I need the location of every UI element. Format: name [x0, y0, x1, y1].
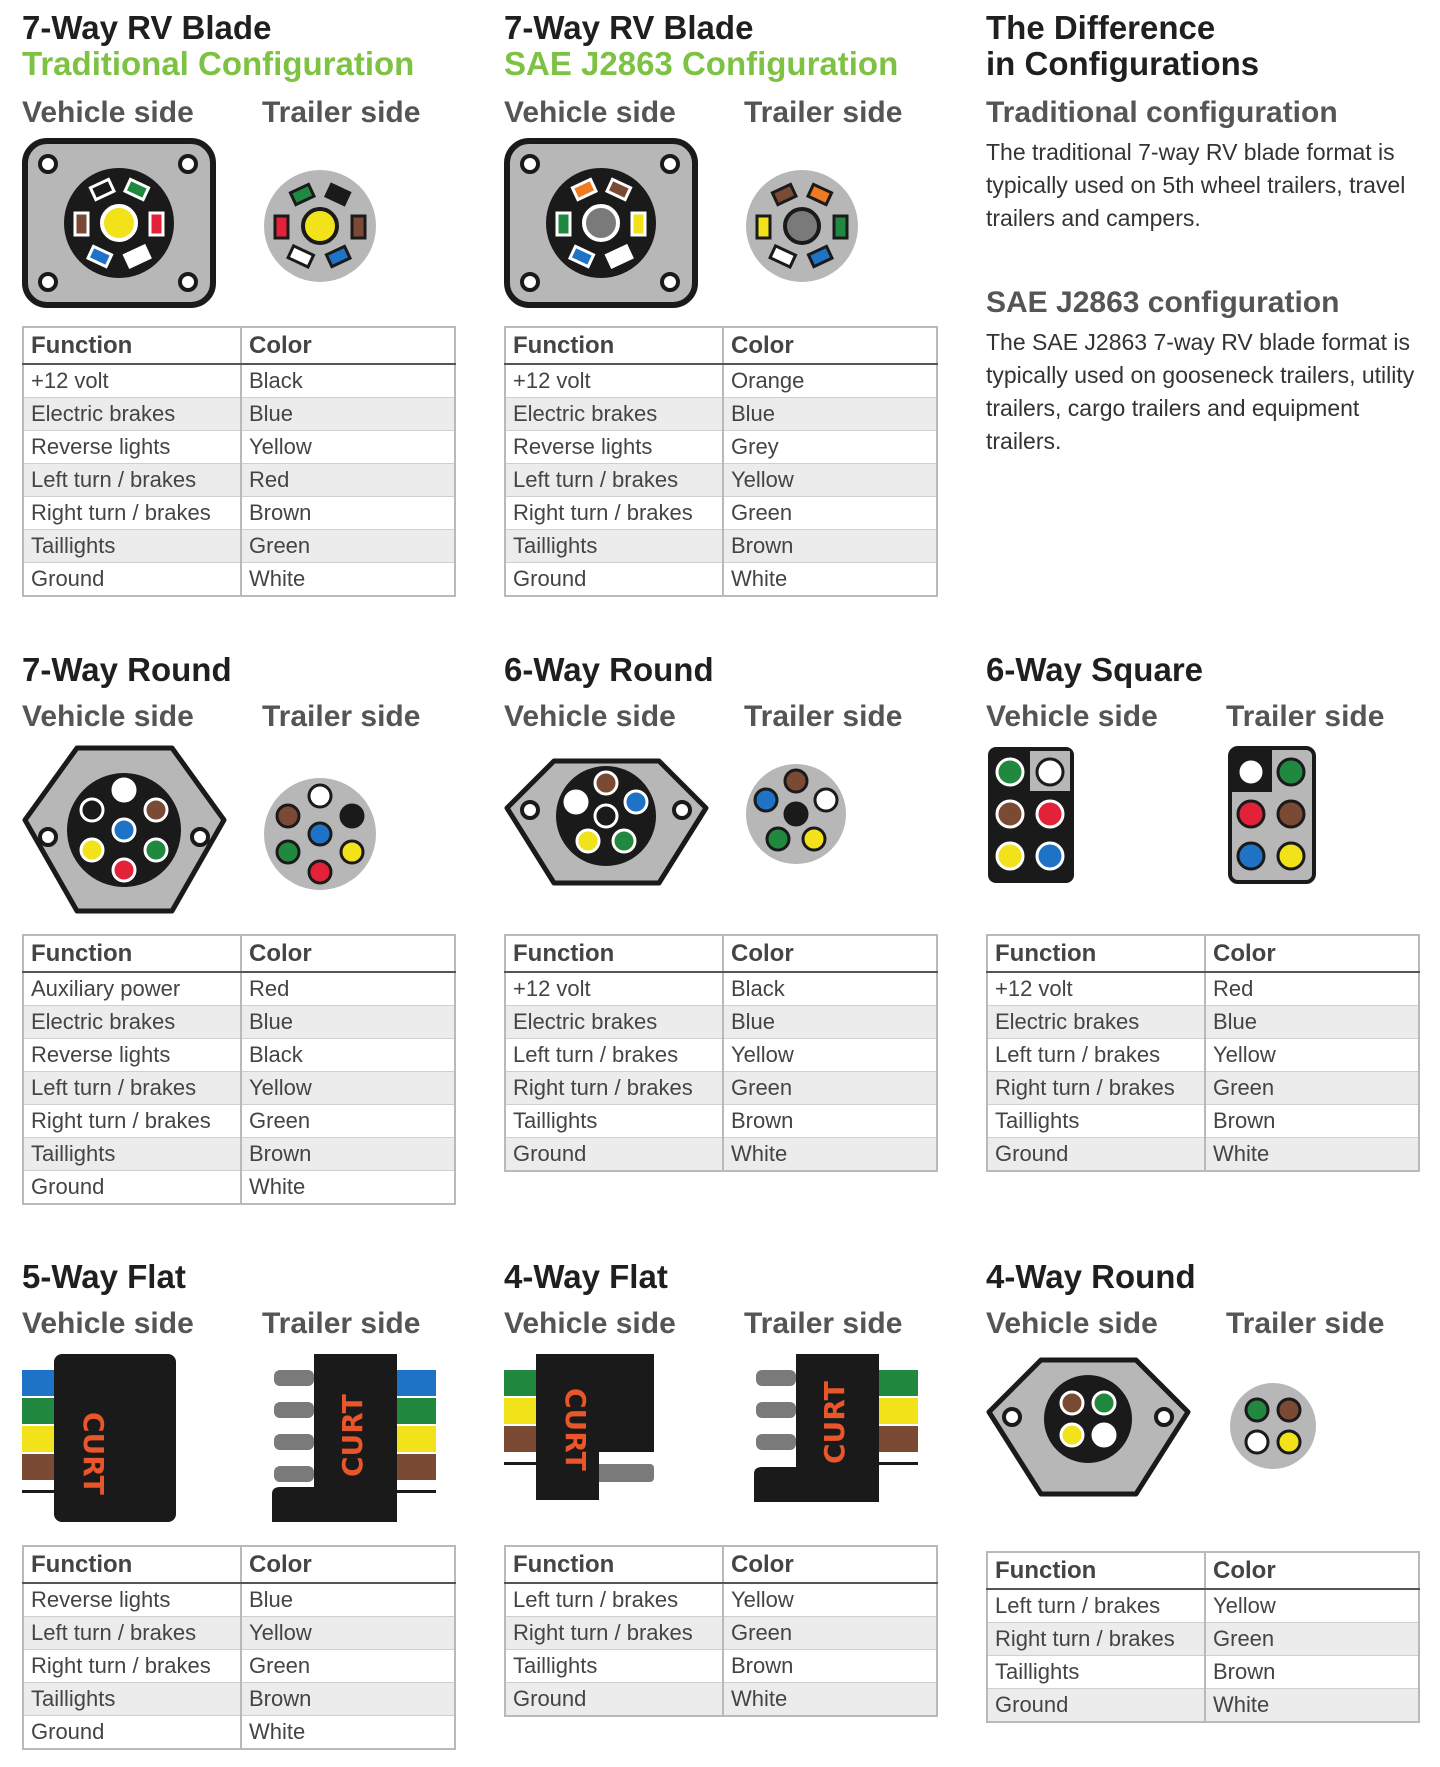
rv-blade-sae-trailer-connector — [744, 168, 860, 284]
6way-square-vehicle-connector — [986, 745, 1076, 885]
table-row — [987, 1656, 1419, 1689]
vehicle-side-label: Vehicle side — [986, 700, 1158, 733]
function-header: Function — [23, 327, 241, 364]
table-row — [505, 530, 937, 563]
color-cell: Blue — [241, 398, 455, 431]
table-row — [505, 1072, 937, 1105]
4way-round-vehicle-connector — [986, 1357, 1192, 1497]
function-cell: Right turn / brakes — [987, 1072, 1205, 1105]
color-cell: Brown — [723, 1650, 937, 1683]
wiring-table — [504, 934, 938, 1172]
function-cell: Ground — [505, 1138, 723, 1172]
table-row — [987, 1589, 1419, 1623]
function-cell: Reverse lights — [23, 1583, 241, 1617]
section-7way-round — [22, 650, 462, 1210]
5way-flat-vehicle-connector — [22, 1352, 182, 1522]
table-row — [505, 1039, 937, 1072]
section-7way-rv-sae — [504, 8, 944, 608]
function-cell: Electric brakes — [505, 1006, 723, 1039]
section-6way-round — [504, 650, 944, 1166]
color-cell: Blue — [723, 1006, 937, 1039]
color-cell: Green — [723, 497, 937, 530]
function-cell: Left turn / brakes — [505, 1039, 723, 1072]
table-row — [987, 1689, 1419, 1723]
function-cell: Ground — [987, 1689, 1205, 1723]
rv-blade-sae-vehicle-connector — [504, 138, 704, 314]
table-row — [23, 1105, 455, 1138]
function-cell: Ground — [23, 1716, 241, 1750]
function-cell: Reverse lights — [23, 431, 241, 464]
color-cell: Brown — [241, 1138, 455, 1171]
4way-flat-vehicle-connector — [504, 1352, 664, 1502]
color-header: Color — [241, 327, 455, 364]
color-cell: White — [1205, 1689, 1419, 1723]
brand-logo: CURT — [77, 1412, 110, 1495]
function-cell: Ground — [987, 1138, 1205, 1172]
table-row — [23, 1072, 455, 1105]
table-row — [505, 1617, 937, 1650]
function-cell: Taillights — [23, 530, 241, 563]
function-header: Function — [23, 935, 241, 972]
brand-logo: CURT — [559, 1388, 592, 1471]
section-title: 4-Way Flat — [504, 1258, 668, 1295]
function-cell: Left turn / brakes — [23, 1617, 241, 1650]
function-cell: Right turn / brakes — [23, 497, 241, 530]
function-header: Function — [987, 1552, 1205, 1589]
table-row — [987, 1138, 1419, 1172]
color-header: Color — [241, 1546, 455, 1583]
color-cell: Black — [241, 364, 455, 398]
color-header: Color — [241, 935, 455, 972]
vehicle-side-label: Vehicle side — [22, 700, 194, 733]
trailer-side-label: Trailer side — [744, 700, 903, 733]
function-cell: Right turn / brakes — [23, 1650, 241, 1683]
4way-round-trailer-connector — [1228, 1381, 1318, 1471]
color-cell: Brown — [723, 530, 937, 563]
function-cell: Taillights — [505, 530, 723, 563]
section-title: 7-Way RV Blade — [504, 9, 754, 46]
trailer-side-label: Trailer side — [744, 1307, 903, 1340]
color-cell: White — [241, 1171, 455, 1205]
section-title: 7-Way RV Blade — [22, 9, 272, 46]
function-cell: Left turn / brakes — [987, 1039, 1205, 1072]
function-cell: +12 volt — [23, 364, 241, 398]
section-title: 5-Way Flat — [22, 1258, 186, 1295]
function-header: Function — [505, 935, 723, 972]
color-cell: Green — [241, 1650, 455, 1683]
function-cell: Taillights — [987, 1656, 1205, 1689]
color-header: Color — [1205, 935, 1419, 972]
color-cell: Brown — [723, 1105, 937, 1138]
table-row — [23, 530, 455, 563]
sae-description: The SAE J2863 7-way RV blade format is typically used on gooseneck trailers, utility trailers, cargo trailers and equipment trailers. — [986, 329, 1415, 454]
color-cell: Brown — [1205, 1105, 1419, 1138]
function-cell: Left turn / brakes — [505, 464, 723, 497]
table-header-row — [23, 327, 455, 364]
5way-flat-trailer-connector — [262, 1352, 442, 1522]
table-row — [987, 1105, 1419, 1138]
brand-logo: CURT — [818, 1381, 851, 1464]
brand-logo: CURT — [336, 1394, 369, 1477]
sae-heading: SAE J2863 configuration — [986, 286, 1340, 319]
function-cell: Right turn / brakes — [987, 1623, 1205, 1656]
function-cell: Right turn / brakes — [23, 1105, 241, 1138]
vehicle-side-label: Vehicle side — [986, 1307, 1158, 1340]
4way-flat-trailer-connector — [744, 1352, 924, 1502]
table-row — [505, 398, 937, 431]
wiring-table — [22, 326, 456, 597]
section-title-line2: in Configurations — [986, 45, 1260, 82]
table-row — [505, 464, 937, 497]
table-row — [987, 1623, 1419, 1656]
vehicle-side-label: Vehicle side — [22, 96, 194, 129]
section-title-line1: The Difference — [986, 9, 1216, 46]
table-row — [23, 1138, 455, 1171]
function-cell: Reverse lights — [23, 1039, 241, 1072]
color-cell: Grey — [723, 431, 937, 464]
function-cell: Ground — [23, 1171, 241, 1205]
section-title: 4-Way Round — [986, 1258, 1196, 1295]
table-row — [23, 364, 455, 398]
color-cell: Brown — [1205, 1656, 1419, 1689]
function-cell: Right turn / brakes — [505, 497, 723, 530]
function-header: Function — [505, 1546, 723, 1583]
vehicle-side-label: Vehicle side — [504, 96, 676, 129]
wiring-table — [22, 1545, 456, 1750]
color-cell: Red — [241, 464, 455, 497]
table-row — [987, 1006, 1419, 1039]
function-cell: Auxiliary power — [23, 972, 241, 1006]
table-row — [505, 364, 937, 398]
section-7way-rv-traditional — [22, 8, 462, 608]
color-cell: Blue — [241, 1583, 455, 1617]
table-header-row — [987, 1552, 1419, 1589]
function-cell: Electric brakes — [987, 1006, 1205, 1039]
section-4way-flat — [504, 1257, 944, 1757]
traditional-heading: Traditional configuration — [986, 96, 1338, 129]
section-subtitle: SAE J2863 Configuration — [504, 45, 899, 82]
function-header: Function — [23, 1546, 241, 1583]
function-cell: Ground — [505, 563, 723, 597]
function-cell: Taillights — [505, 1650, 723, 1683]
color-cell: Blue — [241, 1006, 455, 1039]
function-cell: Left turn / brakes — [987, 1589, 1205, 1623]
table-row — [23, 1650, 455, 1683]
function-cell: Electric brakes — [505, 398, 723, 431]
color-cell: Yellow — [723, 464, 937, 497]
trailer-side-label: Trailer side — [744, 96, 903, 129]
section-4way-round — [986, 1257, 1426, 1757]
color-cell: Orange — [723, 364, 937, 398]
color-cell: White — [1205, 1138, 1419, 1172]
function-cell: +12 volt — [505, 972, 723, 1006]
table-row — [505, 1138, 937, 1172]
function-cell: Ground — [505, 1683, 723, 1717]
table-row — [505, 1583, 937, 1617]
section-title: 7-Way Round — [22, 651, 232, 688]
table-row — [505, 1006, 937, 1039]
table-header-row — [23, 1546, 455, 1583]
section-5way-flat — [22, 1257, 462, 1757]
color-cell: Yellow — [241, 1072, 455, 1105]
function-cell: Left turn / brakes — [505, 1583, 723, 1617]
color-cell: Brown — [241, 1683, 455, 1716]
color-cell: Blue — [723, 398, 937, 431]
6way-round-trailer-connector — [744, 762, 848, 866]
function-cell: Right turn / brakes — [505, 1072, 723, 1105]
section-configuration-difference — [986, 8, 1426, 508]
section-title: 6-Way Round — [504, 651, 714, 688]
vehicle-side-label: Vehicle side — [22, 1307, 194, 1340]
table-row — [23, 1039, 455, 1072]
table-header-row — [23, 935, 455, 972]
color-cell: Green — [723, 1072, 937, 1105]
color-cell: Yellow — [723, 1039, 937, 1072]
table-row — [23, 398, 455, 431]
function-cell: Left turn / brakes — [23, 1072, 241, 1105]
color-cell: White — [241, 563, 455, 597]
function-cell: Taillights — [505, 1105, 723, 1138]
table-header-row — [505, 1546, 937, 1583]
table-row — [23, 1006, 455, 1039]
trailer-side-label: Trailer side — [1226, 700, 1385, 733]
trailer-side-label: Trailer side — [262, 96, 421, 129]
table-row — [23, 431, 455, 464]
trailer-side-label: Trailer side — [1226, 1307, 1385, 1340]
function-cell: Electric brakes — [23, 1006, 241, 1039]
table-row — [505, 1105, 937, 1138]
color-cell: Green — [723, 1617, 937, 1650]
function-cell: Electric brakes — [23, 398, 241, 431]
table-header-row — [505, 327, 937, 364]
table-row — [23, 563, 455, 597]
color-cell: Green — [241, 530, 455, 563]
6way-square-trailer-connector — [1227, 745, 1317, 885]
table-row — [23, 1617, 455, 1650]
function-header: Function — [505, 327, 723, 364]
table-row — [23, 497, 455, 530]
color-cell: White — [241, 1716, 455, 1750]
traditional-description: The traditional 7-way RV blade format is typically used on 5th wheel trailers, travel trailers and campers. — [986, 139, 1406, 231]
table-row — [23, 1716, 455, 1750]
table-row — [505, 563, 937, 597]
table-row — [505, 1683, 937, 1717]
color-cell: Red — [1205, 972, 1419, 1006]
table-row — [505, 497, 937, 530]
section-title: 6-Way Square — [986, 651, 1204, 688]
rv-blade-traditional-vehicle-connector — [22, 138, 222, 314]
7way-round-vehicle-connector — [22, 745, 228, 915]
color-cell: Green — [241, 1105, 455, 1138]
color-cell: Yellow — [241, 431, 455, 464]
color-cell: Black — [723, 972, 937, 1006]
trailer-side-label: Trailer side — [262, 700, 421, 733]
color-header: Color — [723, 935, 937, 972]
table-row — [23, 972, 455, 1006]
function-cell: Taillights — [987, 1105, 1205, 1138]
function-cell: Taillights — [23, 1683, 241, 1716]
color-cell: Red — [241, 972, 455, 1006]
table-row — [987, 972, 1419, 1006]
function-cell: Ground — [23, 563, 241, 597]
wiring-table — [986, 934, 1420, 1172]
color-cell: White — [723, 563, 937, 597]
wiring-table — [22, 934, 456, 1205]
color-header: Color — [1205, 1552, 1419, 1589]
table-row — [505, 431, 937, 464]
vehicle-side-label: Vehicle side — [504, 700, 676, 733]
color-cell: Green — [1205, 1623, 1419, 1656]
color-cell: White — [723, 1683, 937, 1717]
color-cell: Black — [241, 1039, 455, 1072]
section-subtitle: Traditional Configuration — [22, 45, 415, 82]
table-row — [23, 1171, 455, 1205]
6way-round-vehicle-connector — [504, 758, 710, 888]
function-cell: +12 volt — [505, 364, 723, 398]
color-cell: White — [723, 1138, 937, 1172]
rv-blade-traditional-trailer-connector — [262, 168, 378, 284]
function-cell: +12 volt — [987, 972, 1205, 1006]
wiring-table — [986, 1551, 1420, 1723]
table-row — [23, 464, 455, 497]
color-cell: Blue — [1205, 1006, 1419, 1039]
function-cell: Reverse lights — [505, 431, 723, 464]
function-cell: Right turn / brakes — [505, 1617, 723, 1650]
color-cell: Yellow — [1205, 1589, 1419, 1623]
table-row — [23, 1683, 455, 1716]
function-header: Function — [987, 935, 1205, 972]
table-header-row — [505, 935, 937, 972]
color-header: Color — [723, 1546, 937, 1583]
wiring-table — [504, 326, 938, 597]
table-row — [505, 972, 937, 1006]
table-row — [987, 1072, 1419, 1105]
table-row — [23, 1583, 455, 1617]
function-cell: Taillights — [23, 1138, 241, 1171]
table-row — [505, 1650, 937, 1683]
color-cell: Yellow — [241, 1617, 455, 1650]
wiring-table — [504, 1545, 938, 1717]
vehicle-side-label: Vehicle side — [504, 1307, 676, 1340]
trailer-side-label: Trailer side — [262, 1307, 421, 1340]
color-cell: Green — [1205, 1072, 1419, 1105]
table-header-row — [987, 935, 1419, 972]
color-header: Color — [723, 327, 937, 364]
section-6way-square — [986, 650, 1426, 1166]
color-cell: Yellow — [1205, 1039, 1419, 1072]
color-cell: Yellow — [723, 1583, 937, 1617]
color-cell: Brown — [241, 497, 455, 530]
function-cell: Left turn / brakes — [23, 464, 241, 497]
7way-round-trailer-connector — [262, 776, 378, 892]
table-row — [987, 1039, 1419, 1072]
